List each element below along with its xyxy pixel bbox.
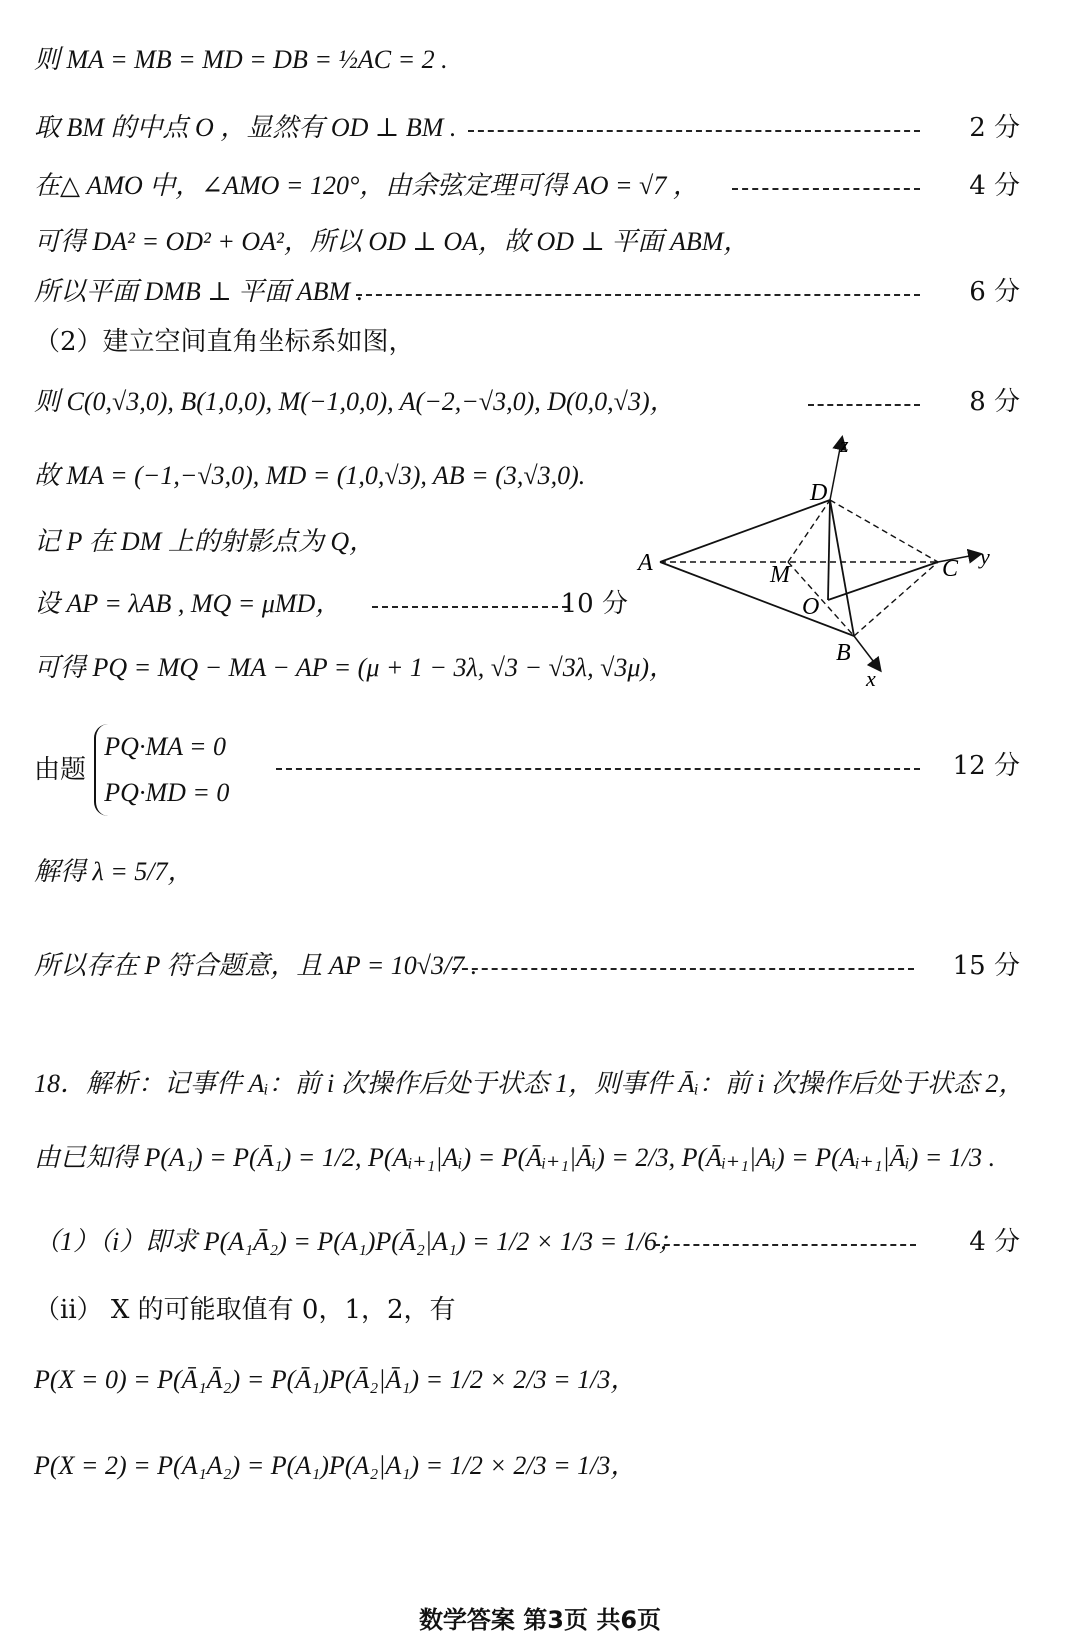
score-10: 10 分 — [560, 589, 628, 619]
line-17: （1）（i）即求 P(A₁Ā₂) = P(A₁)P(Ā₂|A₁) = 1/2 × 1/3 = 1/6； — [34, 1227, 683, 1256]
edge-DB — [830, 500, 854, 636]
equation-2: PQ·MD = 0 — [104, 778, 230, 807]
line-2: 取 BM 的中点 O ，显然有 OD ⊥ BM . — [34, 113, 457, 142]
dash-leader — [732, 188, 920, 190]
line-14: 所以存在 P 符合题意，且 AP = 10√3/7 . — [34, 951, 478, 980]
label-A: A — [638, 550, 653, 576]
edge-BC — [854, 562, 938, 636]
line-19: P(X = 0) = P(Ā₁Ā₂) = P(Ā₁)P(Ā₂|Ā₁) = 1/2 × 2/3 = 1/3， — [34, 1365, 637, 1394]
equation-system — [94, 724, 229, 816]
edge-AB — [660, 562, 854, 636]
line-8: 故 MA = (−1,−√3,0), MD = (1,0,√3), AB = (3,√3,0). — [34, 461, 586, 490]
label-x: x — [866, 666, 876, 690]
line-5: 所以平面 DMB ⊥ 平面 ABM . — [34, 277, 364, 306]
score-12: 12 分 — [952, 751, 1020, 781]
edge-DO — [828, 500, 830, 600]
edge-MB — [788, 562, 854, 636]
line-12-label: 由题 — [34, 755, 87, 785]
line-1: 则 MA = MB = MD = DB = ½AC = 2 . — [34, 45, 448, 74]
line-13: 解得 λ = 5/7， — [34, 857, 194, 886]
label-D: D — [810, 480, 828, 506]
label-M: M — [770, 562, 790, 588]
dash-leader — [356, 294, 920, 296]
dash-leader — [808, 404, 920, 406]
page-footer: 数学答案 第3页 共6页 — [418, 1606, 662, 1634]
label-z: z — [840, 432, 849, 457]
label-y: y — [980, 544, 990, 569]
x-axis — [854, 636, 880, 670]
line-4: 可得 DA² = OD² + OA²，所以 OD ⊥ OA，故 OD ⊥ 平面 ABM， — [34, 227, 750, 256]
label-B: B — [836, 640, 851, 666]
score-8: 8 分 — [969, 387, 1020, 417]
edge-AD — [660, 500, 830, 562]
dash-leader — [372, 606, 568, 608]
line-6: （2）建立空间直角坐标系如图， — [34, 327, 415, 357]
score-15: 15 分 — [952, 951, 1020, 981]
line-7: 则 C(0,√3,0), B(1,0,0), M(−1,0,0), A(−2,−√3,0), D(0,0,√3)， — [34, 387, 676, 416]
line-12 — [34, 724, 229, 816]
label-O: O — [802, 594, 820, 620]
score-2: 2 分 — [969, 113, 1020, 143]
equation-1: PQ·MA = 0 — [104, 732, 227, 761]
line-11: 可得 PQ = MQ − MA − AP = (μ + 1 − 3λ, √3 − √3λ, √3μ)， — [34, 653, 676, 682]
score-4b: 4 分 — [969, 1227, 1020, 1257]
dash-leader — [276, 768, 920, 770]
line-20: P(X = 2) = P(A₁A₂) = P(A₁)P(A₂|A₁) = 1/2 × 2/3 = 1/3， — [34, 1451, 637, 1480]
line-9: 记 P 在 DM 上的射影点为 Q， — [34, 527, 376, 556]
dash-leader — [468, 130, 920, 132]
line-15: 18．解析：记事件 Aᵢ：前 i 次操作后处于状态 1，则事件 Āᵢ：前 i 次操作后处于状态 2， — [34, 1069, 1025, 1098]
edge-MD — [788, 500, 830, 562]
score-4: 4 分 — [969, 171, 1020, 201]
edge-DC — [830, 500, 938, 562]
label-C: C — [942, 556, 959, 582]
score-6: 6 分 — [969, 277, 1020, 307]
line-18: （ii） X 的可能取值有 0，1，2，有 — [34, 1295, 456, 1325]
line-3: 在△ AMO 中，∠AMO = 120°，由余弦定理可得 AO = √7 ， — [34, 171, 699, 200]
dash-leader — [452, 968, 914, 970]
line-10: 设 AP = λAB , MQ = μMD， — [34, 589, 342, 618]
line-16: 由已知得 P(A₁) = P(Ā₁) = 1/2, P(Aᵢ₊₁|Aᵢ) = P(Āᵢ₊₁|Āᵢ) = 2/3, P(Āᵢ₊₁|Aᵢ) = P(Aᵢ₊₁|Āᵢ) = 1/3 . — [34, 1143, 996, 1172]
coordinate-figure — [630, 430, 1010, 690]
dash-leader — [654, 1244, 916, 1246]
